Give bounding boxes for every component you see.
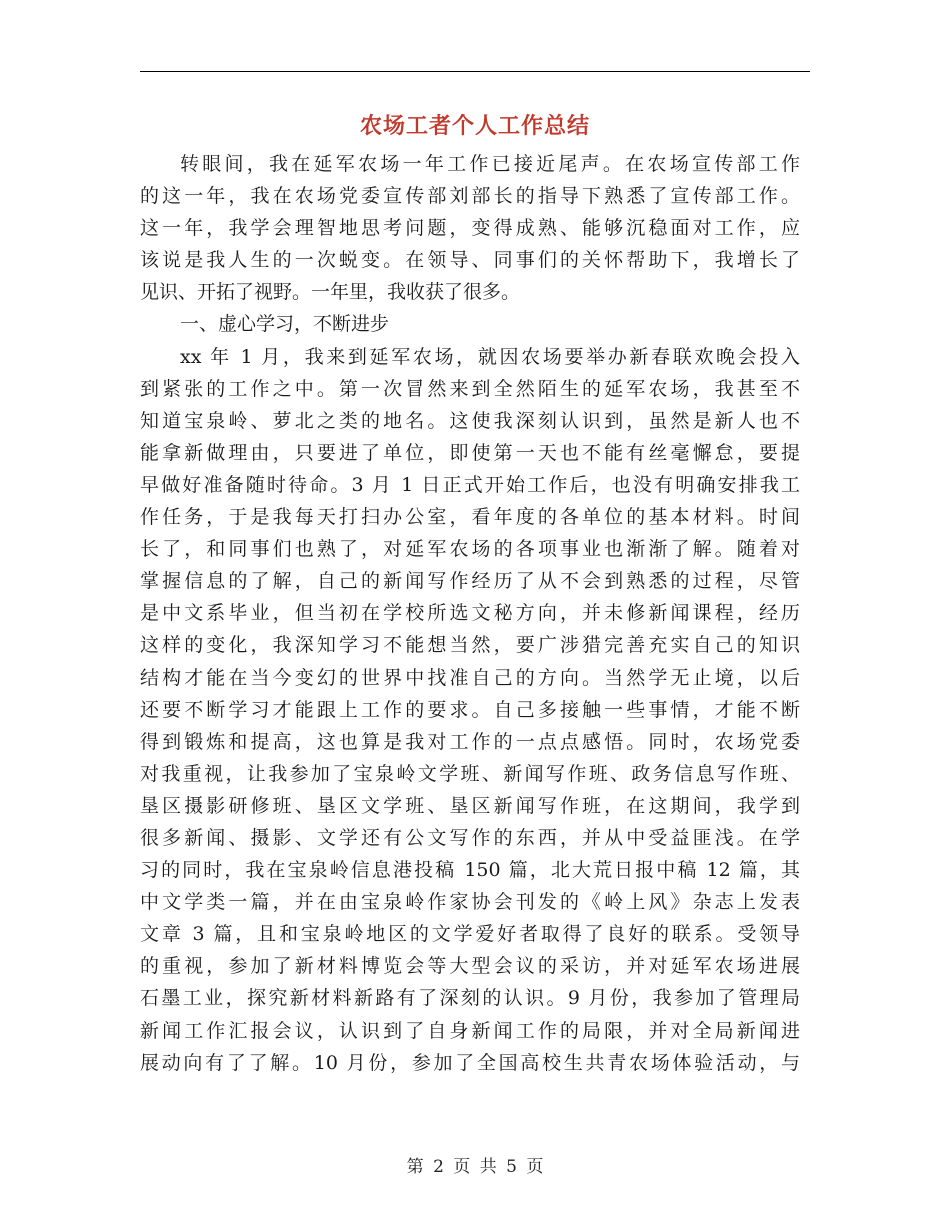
text-line: 还要不断学习才能跟上工作的要求。自己多接触一些事情，才能不断 xyxy=(140,698,800,721)
document-title: 农场工者个人工作总结 xyxy=(359,113,590,139)
text-line: 新闻工作汇报会议，认识到了自身新闻工作的局限，并对全局新闻进 xyxy=(140,1019,800,1042)
text-line: 石墨工业，探究新材料新路有了深刻的认识。9 月份，我参加了管理局 xyxy=(140,987,800,1010)
text-line: 习的同时，我在宝泉岭信息港投稿 150 篇，北大荒日报中稿 12 篇，其 xyxy=(140,859,800,882)
text-line: 很多新闻、摄影、文学还有公文写作的东西，并从中受益匪浅。在学 xyxy=(140,826,800,849)
text-line: 见识、开拓了视野。一年里，我收获了很多。 xyxy=(140,281,521,304)
text-line: 结构才能在当今变幻的世界中找准自己的方向。当然学无止境，以后 xyxy=(140,666,800,689)
text-line: 早做好准备随时待命。3 月 1 日正式开始工作后，也没有明确安排我工 xyxy=(140,473,800,496)
text-line: 掌握信息的了解，自己的新闻写作经历了从不会到熟悉的过程，尽管 xyxy=(140,570,800,593)
text-line: 的重视，参加了新材料博览会等大型会议的采访，并对延军农场进展 xyxy=(140,955,800,978)
text-line: 展动向有了了解。10 月份，参加了全国高校生共青农场体验活动，与 xyxy=(140,1051,800,1074)
text-line: 这样的变化，我深知学习不能想当然，要广涉猎完善充实自己的知识 xyxy=(140,634,800,657)
text-line: 能拿新做理由，只要进了单位，即使第一天也不能有丝毫懈怠，要提 xyxy=(140,441,800,464)
text-line: xx 年 1 月，我来到延军农场，就因农场要举办新春联欢晚会投入 xyxy=(180,345,800,368)
text-line: 中文学类一篇，并在由宝泉岭作家协会刊发的《岭上风》杂志上发表 xyxy=(140,891,800,914)
document-body xyxy=(140,148,800,1079)
text-line: 作任务，于是我每天打扫办公室，看年度的各单位的基本材料。时间 xyxy=(140,506,800,529)
text-line: 这一年，我学会理智地思考问题，变得成熟、能够沉稳面对工作，应 xyxy=(140,217,800,240)
text-line: 该说是我人生的一次蜕变。在领导、同事们的关怀帮助下，我增长了 xyxy=(140,249,800,272)
text-line: 到紧张的工作之中。第一次冒然来到全然陌生的延军农场，我甚至不 xyxy=(140,377,800,400)
text-line: 一、虚心学习，不断进步 xyxy=(180,313,390,336)
page-number-footer: 第 2 页 共 5 页 xyxy=(406,1157,544,1177)
text-line: 的这一年，我在农场党委宣传部刘部长的指导下熟悉了宣传部工作。 xyxy=(140,185,800,208)
text-line: 文章 3 篇，且和宝泉岭地区的文学爱好者取得了良好的联系。受领导 xyxy=(140,923,800,946)
text-line: 对我重视，让我参加了宝泉岭文学班、新闻写作班、政务信息写作班、 xyxy=(140,762,800,785)
text-line: 转眼间，我在延军农场一年工作已接近尾声。在农场宣传部工作 xyxy=(180,153,800,175)
text-line: 知道宝泉岭、萝北之类的地名。这使我深刻认识到，虽然是新人也不 xyxy=(140,409,800,432)
text-line: 是中文系毕业，但当初在学校所选文秘方向，并未修新闻课程，经历 xyxy=(140,602,800,625)
text-line: 垦区摄影研修班、垦区文学班、垦区新闻写作班，在这期间，我学到 xyxy=(140,794,800,817)
text-line: 得到锻炼和提高，这也算是我对工作的一点点感悟。同时，农场党委 xyxy=(140,730,800,753)
text-line: 长了，和同事们也熟了，对延军农场的各项事业也渐渐了解。随着对 xyxy=(140,538,800,561)
header-rule xyxy=(140,71,810,72)
